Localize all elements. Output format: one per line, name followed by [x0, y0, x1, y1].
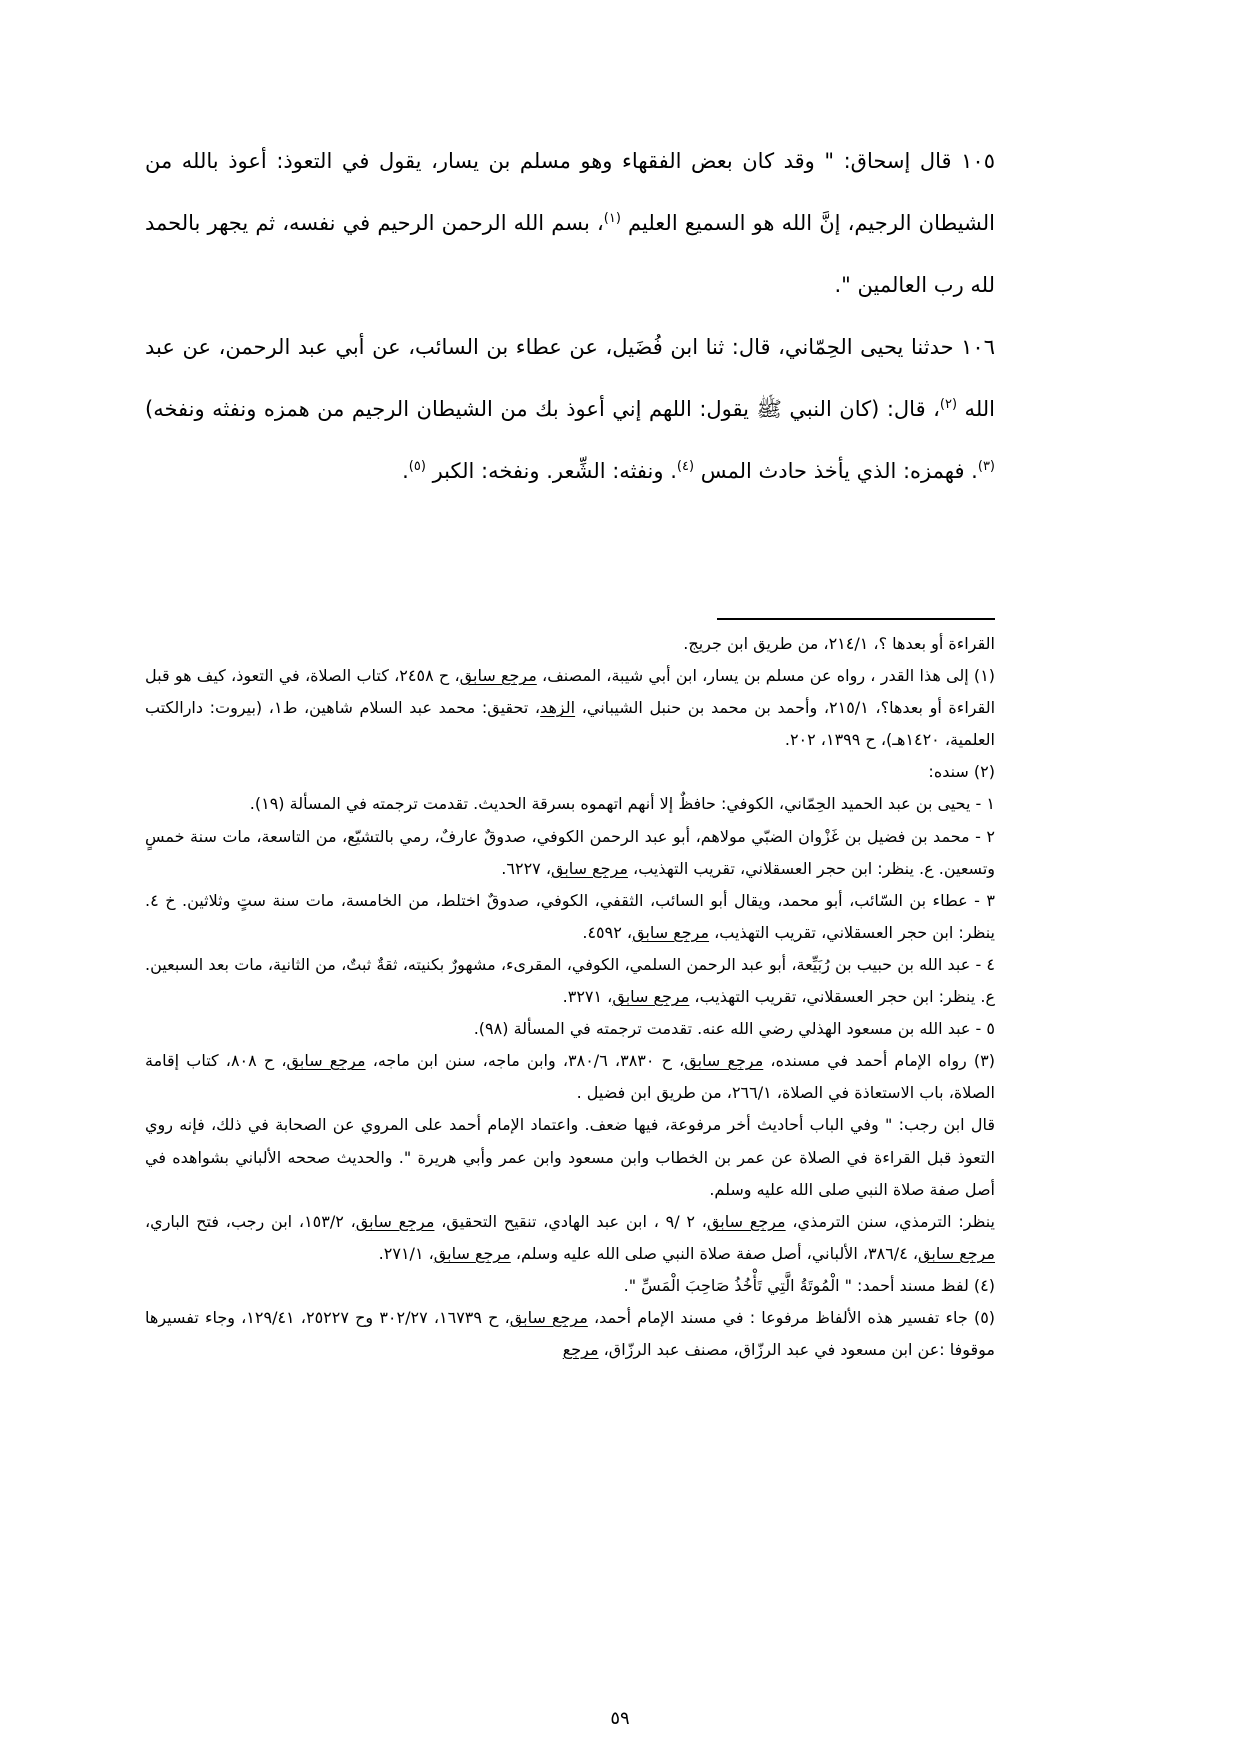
footnote-4: (٤) لفظ مسند أحمد: " الْمُوتَةُ الَّتِي تَأْخُذُ صَاحِبَ الْمَسِّ ".	[623, 1275, 995, 1295]
footnote-marker-2[interactable]: (٢)	[939, 397, 958, 412]
reference-link[interactable]: مرجع سابق	[684, 1051, 764, 1071]
reference-link[interactable]: مرجع	[562, 1340, 599, 1360]
footnote-separator	[717, 618, 995, 620]
reference-link[interactable]: مرجع سابق	[355, 1211, 435, 1231]
reference-link[interactable]: مرجع سابق	[612, 987, 690, 1007]
paragraph-105: ١٠٥ قال إسحاق: " وقد كان بعض الفقهاء وهو مسلم بن يسار، يقول في التعوذ: أعوذ بالله من الشيطان الرجيم، إنَّ الله هو السميع العليم $^{(١)}$، بسم الله الرحمن الرحيم في نفسه، ثم يجهر بالحمد لله رب العالمين ".	[145, 149, 996, 297]
page-number: ٥٩	[610, 1708, 630, 1729]
reference-link[interactable]: مرجع سابق	[509, 1307, 588, 1327]
footnote-3: (٣) رواه الإمام أحمد في مسنده، مرجع سابق، ح ٣٨٣٠، ٣٨٠/٦، وابن ماجه، سنن ابن ماجه، مرجع سابق، ح ٨٠٨، كتاب إقامة الصلاة، باب الاستعاذة في الصلاة، ٢٦٦/١، من طريق ابن فضيل .	[145, 1051, 996, 1103]
narrator-1: ١ - يحيى بن عبد الحميد الحِمّاني، الكوفي: حافظٌ إلا أنهم اتهموه بسرقة الحديث. تقدمت ترجمته في المسألة (١٩).	[249, 794, 995, 814]
narrator-2: ٢ - محمد بن فضيل بن غَزْوان الضبّي مولاهم، أبو عبد الرحمن الكوفي، صدوقٌ عارفٌ، رمي بالتشيّع، من التاسعة، مات سنة خمسٍ وتسعين. ع. ينظر: ابن حجر العسقلاني، تقريب التهذيب، مرجع سابق، ٦٢٢٧.	[145, 826, 995, 878]
main-text	[145, 130, 995, 502]
reference-link[interactable]: مرجع سابق	[918, 1243, 995, 1263]
reference-link[interactable]: مرجع سابق	[286, 1051, 366, 1071]
footnote-marker-3[interactable]: (٣)	[977, 459, 995, 474]
footnote-2-title: (٢) سنده:	[928, 762, 995, 782]
reference-link[interactable]: مرجع سابق	[433, 1243, 511, 1263]
narrator-5: ٥ - عبد الله بن مسعود الهذلي رضي الله عنه. تقدمت ترجمته في المسألة (٩٨).	[473, 1019, 995, 1039]
ibn-rajab-quote: قال ابن رجب: " وفي الباب أحاديث أخر مرفوعة، فيها ضعف. واعتماد الإمام أحمد على المروي عن الصحابة في ذلك، فإنه روي التعوذ قبل القراءة في الصلاة عن عمر بن الخطاب وابن مسعود وابن عمر وأبي هريرة ". والحديث صححه الألباني بشواهده في أصل صفة صلاة النبي صلى الله عليه وسلم.	[145, 1115, 995, 1199]
footnotes	[145, 628, 995, 1366]
footnote-marker-1[interactable]: (١)	[603, 211, 621, 226]
footnote-1: (١) إلى هذا القدر ، رواه عن مسلم بن يسار، ابن أبي شيبة، المصنف، مرجع سابق، ح ٢٤٥٨، كتاب الصلاة، في التعوذ، كيف هو قبل القراءة أو بعدها؟، ٢١٥/١، وأحمد بن محمد بن حنبل الشيباني، الزهد، تحقيق: محمد عبد السلام شاهين، ط١، (بيروت: دارالكتب العلمية، ١٤٢٠هـ)، ح ١٣٩٩، ٢٠٢.	[145, 666, 996, 750]
footnote-marker-5[interactable]: (٥)	[408, 459, 426, 474]
footnote-marker-4[interactable]: (٤)	[676, 459, 695, 474]
reference-link[interactable]: مرجع سابق	[551, 858, 628, 878]
book-title-link[interactable]: الزهد	[540, 698, 576, 718]
footnote-5: (٥) جاء تفسير هذه الألفاظ مرفوعا : في مسند الإمام أحمد، مرجع سابق، ح ١٦٧٣٩، ٣٠٢/٢٧ وح ٢٥٢٢٧، ١٢٩/٤١، وجاء تفسيرها موقوفا :عن ابن مسعود في عبد الرزّاق، مصنف عبد الرزّاق، مرجع	[145, 1307, 996, 1360]
reference-link[interactable]: مرجع سابق	[632, 922, 710, 942]
reference-link[interactable]: مرجع سابق	[706, 1211, 786, 1231]
footnote-continuation: القراءة أو بعدها ؟، ٢١٤/١، من طريق ابن جريج.	[683, 634, 995, 653]
see-also: ينظر: الترمذي، سنن الترمذي، مرجع سابق، ٢ /٩ ، ابن عبد الهادي، تنقيح التحقيق، مرجع سابق، ١٥٣/٢، ابن رجب، فتح الباري، مرجع سابق، ٣٨٦/٤، الألباني، أصل صفة صلاة النبي صلى الله عليه وسلم، مرجع سابق، ٢٧١/١.	[145, 1211, 995, 1263]
narrator-3: ٣ - عطاء بن السّائب، أبو محمد، ويقال أبو السائب، الثقفي، الكوفي، صدوقٌ اختلط، من الخامسة، مات سنة ستٍ وثلاثين. خ ٤. ينظر: ابن حجر العسقلاني، تقريب التهذيب، مرجع سابق، ٤٥٩٢.	[145, 890, 995, 942]
narrator-4: ٤ - عبد الله بن حبيب بن رُبَيِّعة، أبو عبد الرحمن السلمي، الكوفي، المقرىء، مشهورٌ بكنيته، ثقةٌ ثبتٌ، من الثانية، مات بعد السبعين. ع. ينظر: ابن حجر العسقلاني، تقريب التهذيب، مرجع سابق، ٣٢٧١.	[145, 954, 995, 1007]
reference-link[interactable]: مرجع سابق	[459, 666, 537, 686]
paragraph-106: ١٠٦ حدثنا يحيى الحِمّاني، قال: ثنا ابن فُضَيل، عن عطاء بن السائب، عن أبي عبد الرحمن، عن عبد الله $^{(٢)}$، قال: (كان النبي ﷺ يقول: اللهم إني أعوذ بك من الشيطان الرجيم من همزه ونفثه ونفخه)$^{(٣)}$. فهمزه: الذي يأخذ حادث المس $^{(٤)}$. ونفثه: الشِّعر. ونفخه: الكبر $^{(٥)}$.	[145, 335, 996, 483]
